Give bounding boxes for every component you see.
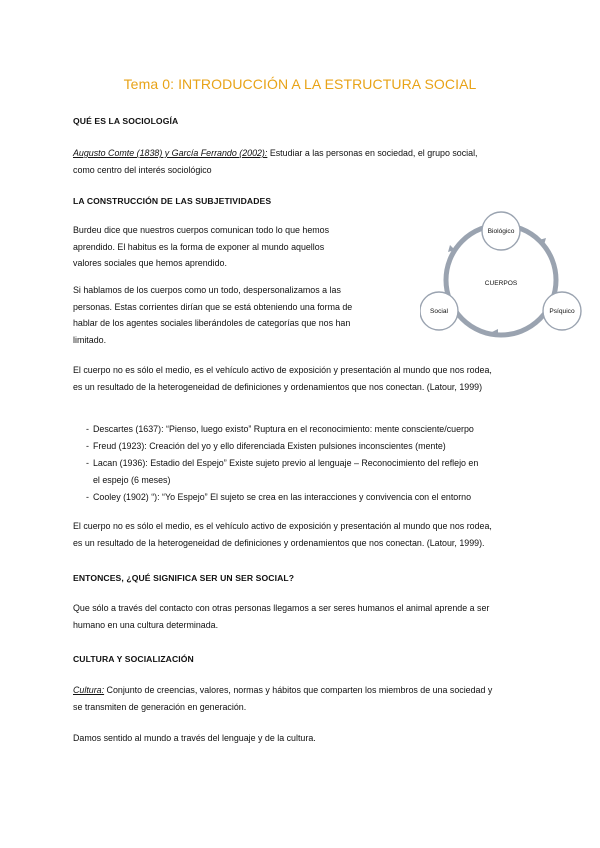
node-label-psiquico: Psíquico — [549, 308, 575, 315]
text-line: El cuerpo no es sólo el medio, es el vehículo activo de exposición y presentación al mundo que nos rodea, — [73, 365, 492, 375]
list-item-text: Lacan (1936): Estadio del Espejo” Existe sujeto previo al lenguaje – Reconocimiento del reflejo en — [93, 458, 479, 468]
definition-text: Estudiar a las personas en sociedad, el grupo social, — [267, 148, 478, 158]
diagram-center-label: CUERPOS — [484, 280, 518, 287]
list-item-text: Descartes (1637): “Pienso, luego existo” Ruptura en el reconocimiento: mente consciente/cuerpo — [93, 424, 474, 434]
text-line: limitado. — [73, 334, 107, 345]
list-item — [73, 421, 573, 438]
list-item-text-cont: el espejo (6 meses) — [93, 475, 171, 485]
section-heading-cultura: CULTURA Y SOCIALIZACIÓN — [73, 654, 194, 664]
text-line: personas. Estas corrientes dirían que se está obteniendo una forma de — [73, 301, 353, 312]
definition-text: Conjunto de creencias, valores, normas y hábitos que comparten los miembros de una sociedad y — [104, 685, 493, 695]
section-heading-subjetividades: LA CONSTRUCCIÓN DE LAS SUBJETIVIDADES — [73, 196, 272, 206]
text-line: Burdeu dice que nuestros cuerpos comunican todo lo que hemos — [73, 225, 330, 235]
section-heading-ser-social: ENTONCES, ¿QUÉ SIGNIFICA SER UN SER SOCIAL? — [73, 573, 295, 583]
paragraph-latour-2 — [73, 518, 553, 551]
text-line: Damos sentido al mundo a través del lenguaje y de la cultura. — [73, 733, 316, 743]
paragraph-ser-social — [73, 600, 553, 633]
sociologia-definition — [73, 145, 543, 178]
text-line: humano en una cultura determinada. — [73, 619, 219, 630]
list-dash: - — [86, 492, 89, 502]
authors-list — [73, 421, 573, 506]
text-line: Que sólo a través del contacto con otras personas llegamos a ser seres humanos el animal aprende a ser — [73, 603, 490, 613]
list-item-text: Freud (1923): Creación del yo y ello diferenciada Existen pulsiones inconscientes (mente) — [93, 441, 446, 451]
list-item — [73, 455, 573, 489]
cultura-definition — [73, 682, 553, 715]
text-line: es un resultado de la heterogeneidad de definiciones y ordenamientos que nos conectan. (Latour, 1999). — [73, 537, 485, 548]
list-item — [73, 489, 573, 506]
text-line: aprendido. El habitus es la forma de exponer al mundo aquellos — [73, 241, 325, 252]
list-dash: - — [86, 424, 89, 434]
definition-text-cont: como centro del interés sociológico — [73, 164, 212, 175]
list-item-text: Cooley (1902) “): “Yo Espejo” El sujeto se crea en las interacciones y convivencia con el entorno — [93, 492, 472, 502]
cuerpos-cycle-diagram — [420, 208, 582, 338]
text-line: Si hablamos de los cuerpos como un todo, despersonalizamos a las — [73, 285, 341, 295]
paragraph-cuerpos — [73, 282, 406, 348]
text-line: El cuerpo no es sólo el medio, es el vehículo activo de exposición y presentación al mundo que nos rodea, — [73, 521, 492, 531]
node-label-social: Social — [430, 308, 448, 315]
section-heading-sociologia: QUÉ ES LA SOCIOLOGÍA — [73, 116, 179, 126]
list-dash: - — [86, 458, 89, 468]
text-line: es un resultado de la heterogeneidad de definiciones y ordenamientos que nos conectan. (Latour, 1999) — [73, 381, 483, 392]
author-reference: Augusto Comte (1838) y García Ferrando (2002): — [73, 148, 268, 158]
node-label-biologico: Biológico — [487, 228, 515, 235]
text-line: hablar de los agentes sociales liberándoles de categorías que nos han — [73, 318, 351, 328]
definition-text-cont: se transmiten de generación en generación. — [73, 701, 247, 712]
term-cultura: Cultura: — [73, 685, 105, 695]
list-dash: - — [86, 441, 89, 451]
list-item — [73, 438, 573, 455]
paragraph-latour-1 — [73, 362, 553, 395]
paragraph-habitus — [73, 222, 406, 272]
paragraph-lenguaje — [73, 730, 553, 747]
text-line: valores sociales que hemos aprendido. — [73, 258, 227, 268]
page-title: Tema 0: INTRODUCCIÓN A LA ESTRUCTURA SOCIAL — [123, 76, 477, 92]
